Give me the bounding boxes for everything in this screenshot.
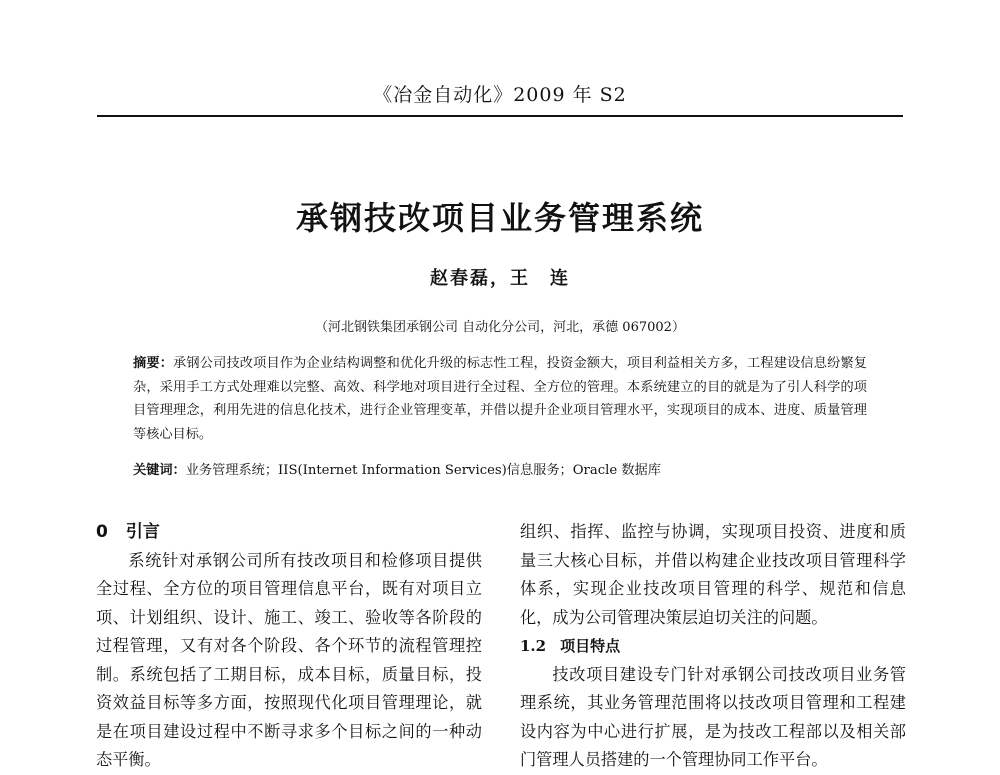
keywords-text: 业务管理系统；IIS(Internet Information Services)信息服务；Oracle 数据库 [185,463,661,478]
keywords [133,461,867,481]
section-0-number: 0 [96,522,108,542]
section-1-2-heading [520,632,906,661]
section-0-heading [96,518,482,547]
left-column [96,518,482,775]
journal-header: 《冶金自动化》2009 年 S2 [373,84,627,106]
paper-title: 承钢技改项目业务管理系统 [295,199,704,237]
keywords-label: 关键词： [133,463,186,478]
paper-affiliation: （河北钢铁集团承钢公司 自动化分公司，河北，承德 067002） [315,320,685,335]
section-0-title: 引言 [125,522,160,542]
abstract-label: 摘要： [133,356,174,371]
section-1-2-number: 1.2 [520,637,547,655]
paper-authors: 赵春磊，王 连 [430,268,570,289]
section-0-paragraph: 系统针对承钢公司所有技改项目和检修项目提供全过程、全方位的项目管理信息平台，既有对项目立项、计划组织、设计、施工、竣工、验收等各阶段的过程管理，又有对各个阶段、各个环节的流程管理控制。系统包括了工期目标，成本目标，质量目标，投资效益目标等多方面，按照现代化项目管理理论，就是在项目建设过程中不断寻求多个目标之间的一种动态平衡。 [96,550,482,769]
section-1-2-paragraph: 技改项目建设专门针对承钢公司技改项目业务管理系统，其业务管理范围将以技改项目管理和工程建设内容为中心进行扩展，是为技改工程部以及相关部门管理人员搭建的一个管理协同工作平台。 [520,664,906,769]
section-1-2-title: 项目特点 [560,637,621,655]
header-rule [97,115,903,117]
abstract-text: 承钢公司技改项目作为企业结构调整和优化升级的标志性工程，投资金额大，项目利益相关方多，工程建设信息纷繁复杂，采用手工方式处理难以完整、高效、科学地对项目进行全过程、全方位的管理。本系统建立的目的就是为了引人科学的项目管理理念，利用先进的信息化技术，进行企业管理变革，并借以提升企业项目管理水平，实现项目的成本、进度、质量管理等核心目标。 [133,356,867,442]
abstract [133,352,867,446]
right-column [520,518,906,775]
right-column-paragraph: 组织、指挥、监控与协调，实现项目投资、进度和质量三大核心目标，并借以构建企业技改项目管理科学体系，实现企业技改项目管理的科学、规范和信息化，成为公司管理决策层迫切关注的问题。 [520,522,906,627]
